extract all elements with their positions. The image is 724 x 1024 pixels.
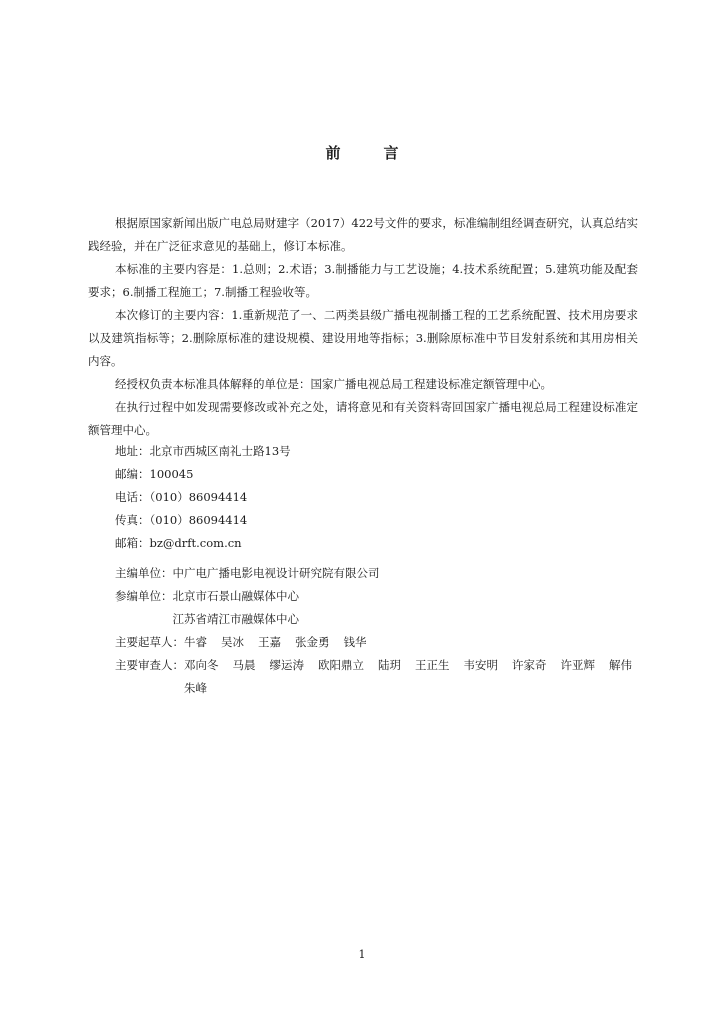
- reviewers-list: [184, 654, 664, 700]
- participants-label: 参编单位：: [115, 589, 173, 603]
- drafter-name: 王嘉: [258, 635, 281, 649]
- preface-paragraph: 本标准的主要内容是：1.总则；2.术语；3.制播能力与工艺设施；4.技术系统配置；5.建筑功能及配套要求；6.制播工程施工；7.制播工程验收等。: [88, 262, 638, 299]
- contact-address: 地址：北京市西城区南礼士路13号: [115, 444, 291, 458]
- drafters-label: 主要起草人：: [115, 635, 184, 649]
- reviewer-name: 解伟: [609, 658, 632, 672]
- reviewer-name: 许亚辉: [560, 658, 595, 672]
- reviewer-name: 王正生: [415, 658, 450, 672]
- page-number: 1: [358, 948, 366, 961]
- reviewer-name: 马晨: [232, 658, 256, 672]
- credits-section: [115, 562, 664, 700]
- page-title: 前 言: [325, 144, 413, 162]
- reviewers-row: [115, 654, 664, 700]
- reviewer-name: 朱峰: [184, 681, 207, 695]
- reviewers-label: 主要审查人：: [115, 658, 184, 672]
- preface-paragraph: 本次修订的主要内容：1.重新规范了一、二两类县级广播电视制播工程的工艺系统配置、技术用房要求以及建筑指标等；2.删除原标准的建设规模、建设用地等指标；3.删除原标准中节目发射系统和其用房相关内容。: [88, 308, 638, 368]
- contact-fax: 传真：（010）86094414: [115, 513, 248, 527]
- reviewer-name: 陆玥: [378, 658, 401, 672]
- drafters-row: [115, 631, 664, 654]
- drafter-name: 吴冰: [221, 635, 244, 649]
- reviewer-name: 欧阳鼎立: [318, 658, 364, 672]
- participants-row: [115, 585, 664, 631]
- contact-info: [115, 440, 291, 555]
- drafter-name: 钱华: [343, 635, 367, 649]
- drafter-name: 牛睿: [184, 635, 207, 649]
- participant-unit: 北京市石景山融媒体中心: [172, 589, 299, 603]
- chief-editor-row: [115, 562, 664, 585]
- preface-body: [88, 212, 638, 442]
- chief-editor-unit: 中广电广播电影电视设计研究院有限公司: [172, 566, 380, 580]
- reviewer-name: 许家奇: [512, 658, 547, 672]
- drafters-list: [184, 631, 654, 654]
- reviewer-name: 邓向冬: [184, 658, 219, 672]
- contact-phone: 电话：（010）86094414: [115, 490, 248, 504]
- reviewer-name: 韦安明: [463, 658, 498, 672]
- preface-paragraph: 在执行过程中如发现需要修改或补充之处，请将意见和有关资料寄回国家广播电视总局工程建设标准定额管理中心。: [88, 400, 638, 437]
- preface-paragraph: 根据原国家新闻出版广电总局财建字（2017）422号文件的要求，标准编制组经调查研究，认真总结实践经验，并在广泛征求意见的基础上，修订本标准。: [88, 216, 638, 253]
- drafter-name: 张金勇: [295, 635, 330, 649]
- chief-editor-label: 主编单位：: [115, 566, 173, 580]
- participants-list: [173, 585, 300, 631]
- contact-email: 邮箱：bz@drft.com.cn: [115, 536, 242, 550]
- preface-paragraph: 经授权负责本标准具体解释的单位是：国家广播电视总局工程建设标准定额管理中心。: [115, 377, 552, 391]
- contact-postcode: 邮编：100045: [115, 467, 194, 481]
- participant-unit: 江苏省靖江市融媒体中心: [172, 612, 299, 626]
- reviewer-name: 缪运涛: [269, 658, 304, 672]
